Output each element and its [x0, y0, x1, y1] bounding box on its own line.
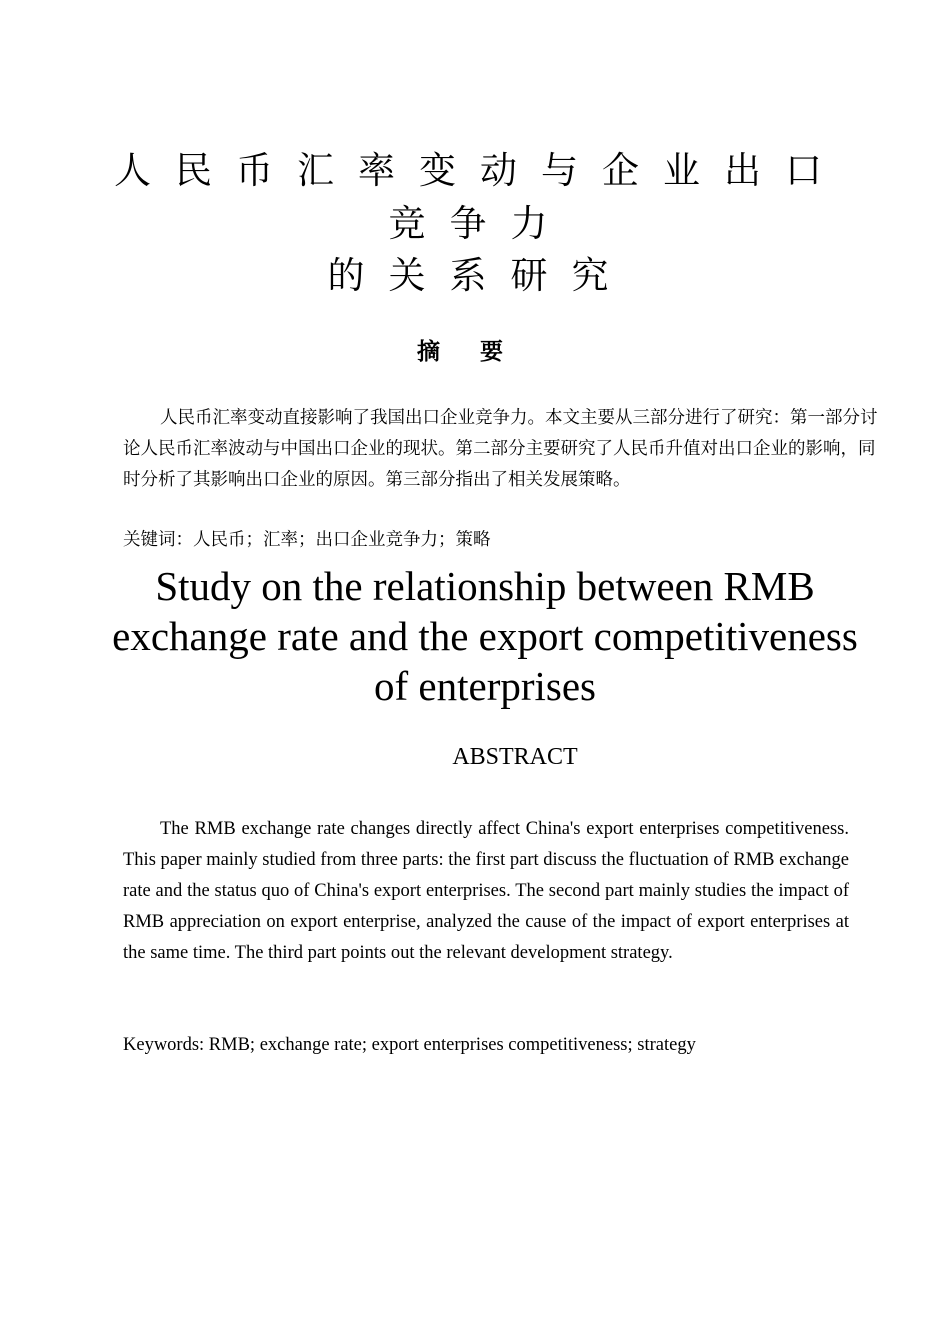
chinese-abstract-body: 人民币汇率变动直接影响了我国出口企业竞争力。本文主要从三部分进行了研究：第一部分讨论人民币汇率波动与中国出口企业的现状。第二部分主要研究了人民币升值对出口企业的影响，同时分析了其影响出口企业的原因。第三部分指出了相关发展策略。 [123, 408, 878, 490]
english-abstract-body: The RMB exchange rate changes directly affect China's export enterprises competitiveness. This paper mainly studied from three parts: the first part discuss the fluctuation of RMB exchange rate and the status quo of China's export enterprises. The second part mainly studies the impact of RMB appreciation on export enterprise, analyzed the cause of the impact of export enterprises at the same time. The third part points out the relevant development strategy. [123, 819, 849, 963]
chinese-title-line-2: 竞争力 [388, 202, 572, 245]
chinese-keywords: 关键词：人民币；汇率；出口企业竞争力；策略 [123, 530, 491, 550]
chinese-title-line-1: 人民币汇率变动与企业出口 [114, 149, 846, 192]
chinese-abstract-heading: 摘要 [417, 339, 543, 365]
english-abstract-heading: ABSTRACT [452, 744, 578, 770]
english-keywords: Keywords: RMB; exchange rate; export enterprises competitiveness; strategy [123, 1035, 696, 1055]
english-title: Study on the relationship between RMB exchange rate and the export competitiveness of enterprises [112, 563, 858, 709]
chinese-title-line-3: 的关系研究 [327, 254, 633, 297]
